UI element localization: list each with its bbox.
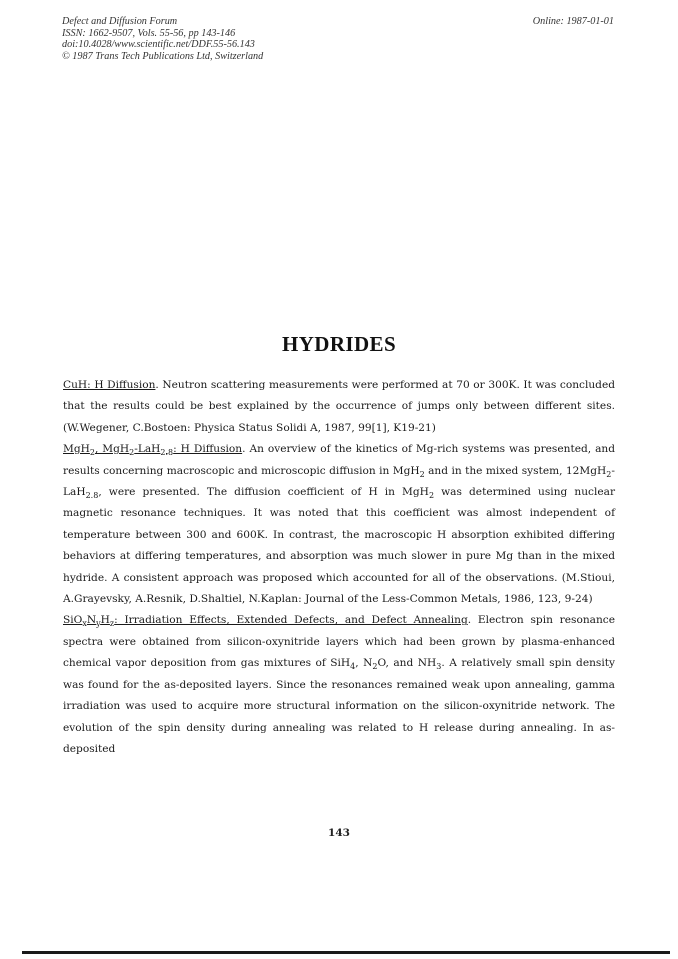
entry-text: . An overview of the kinetics of Mg-rich systems was presented, and results concerning macroscopic and microscopic diffusion in MgH$_2$ and in the mixed system, 12MgH$_2$-LaH$_{2.8}$, were presented. The diffusion coefficient of H in MgH$_2$ was determined using nuclear magnetic resonance techniques. It was noted that this coefficient was almost independent of temperature between 300 and 600K. In contrast, the macroscopic H absorption exhibited differing behaviors at differing temperatures, and absorption was much slower in pure Mg than in the mixed hydride. A consistent approach was proposed which accounted for all of the observations. (M.Stioui, A.Grayevsky, A.Resnik, D.Shaltiel, N.Kaplan: Journal of the Less-Common Metals, 1986, 123, 9-24) [63, 443, 616, 606]
journal-name: Defect and Diffusion Forum [62, 16, 178, 27]
entry-sioxnyhz [63, 610, 615, 760]
online-date: Online: 1987-01-01 [532, 16, 614, 27]
entry-topic: $SiO_xN_yH_z$: Irradiation Effects, Extended Defects, and Defect Annealing [63, 614, 468, 629]
page-number: 143 [328, 827, 350, 839]
entry-text: . Neutron scattering measurements were performed at 70 or 300K. It was concluded that the results could be best explained by the occurrence of jumps only between different sites. (W.Wegener, C.Bostoen: Physica Status Solidi A, 1987, 99[1], K19-21) [63, 379, 615, 434]
entry-text: . Electron spin resonance spectra were obtained from silicon-oxynitride layers which had been grown by plasma-enhanced chemical vapor deposition from gas mixtures of SiH$_4$, $N_2O$, and $NH_3$. A relatively small spin density was found for the as-deposited layers. Since the resonances remained weak upon annealing, gamma irradiation was used to acquire more structural information on the silicon-oxynitride network. The evolution of the spin density during annealing was related to H release during annealing. In as-deposited [63, 614, 615, 755]
entry-topic: CuH: H Diffusion [63, 379, 156, 391]
journal-header [62, 16, 263, 62]
entry-mgh2 [63, 439, 615, 610]
article-body [63, 375, 615, 760]
doi-line: doi:10.4028/www.scientific.net/DDF.55-56.143 [62, 39, 255, 51]
entry-topic: MgH$_2$, MgH$_2$-LaH$_{2.8}$: H Diffusion [63, 443, 243, 458]
entry-cuh [63, 375, 615, 439]
bottom-divider [22, 951, 670, 954]
copyright-line: © 1987 Trans Tech Publications Ltd, Switzerland [62, 50, 264, 62]
page-title: HYDRIDES [281, 332, 397, 356]
issn-line: ISSN: 1662-9507, Vols. 55-56, pp 143-146 [62, 27, 236, 39]
